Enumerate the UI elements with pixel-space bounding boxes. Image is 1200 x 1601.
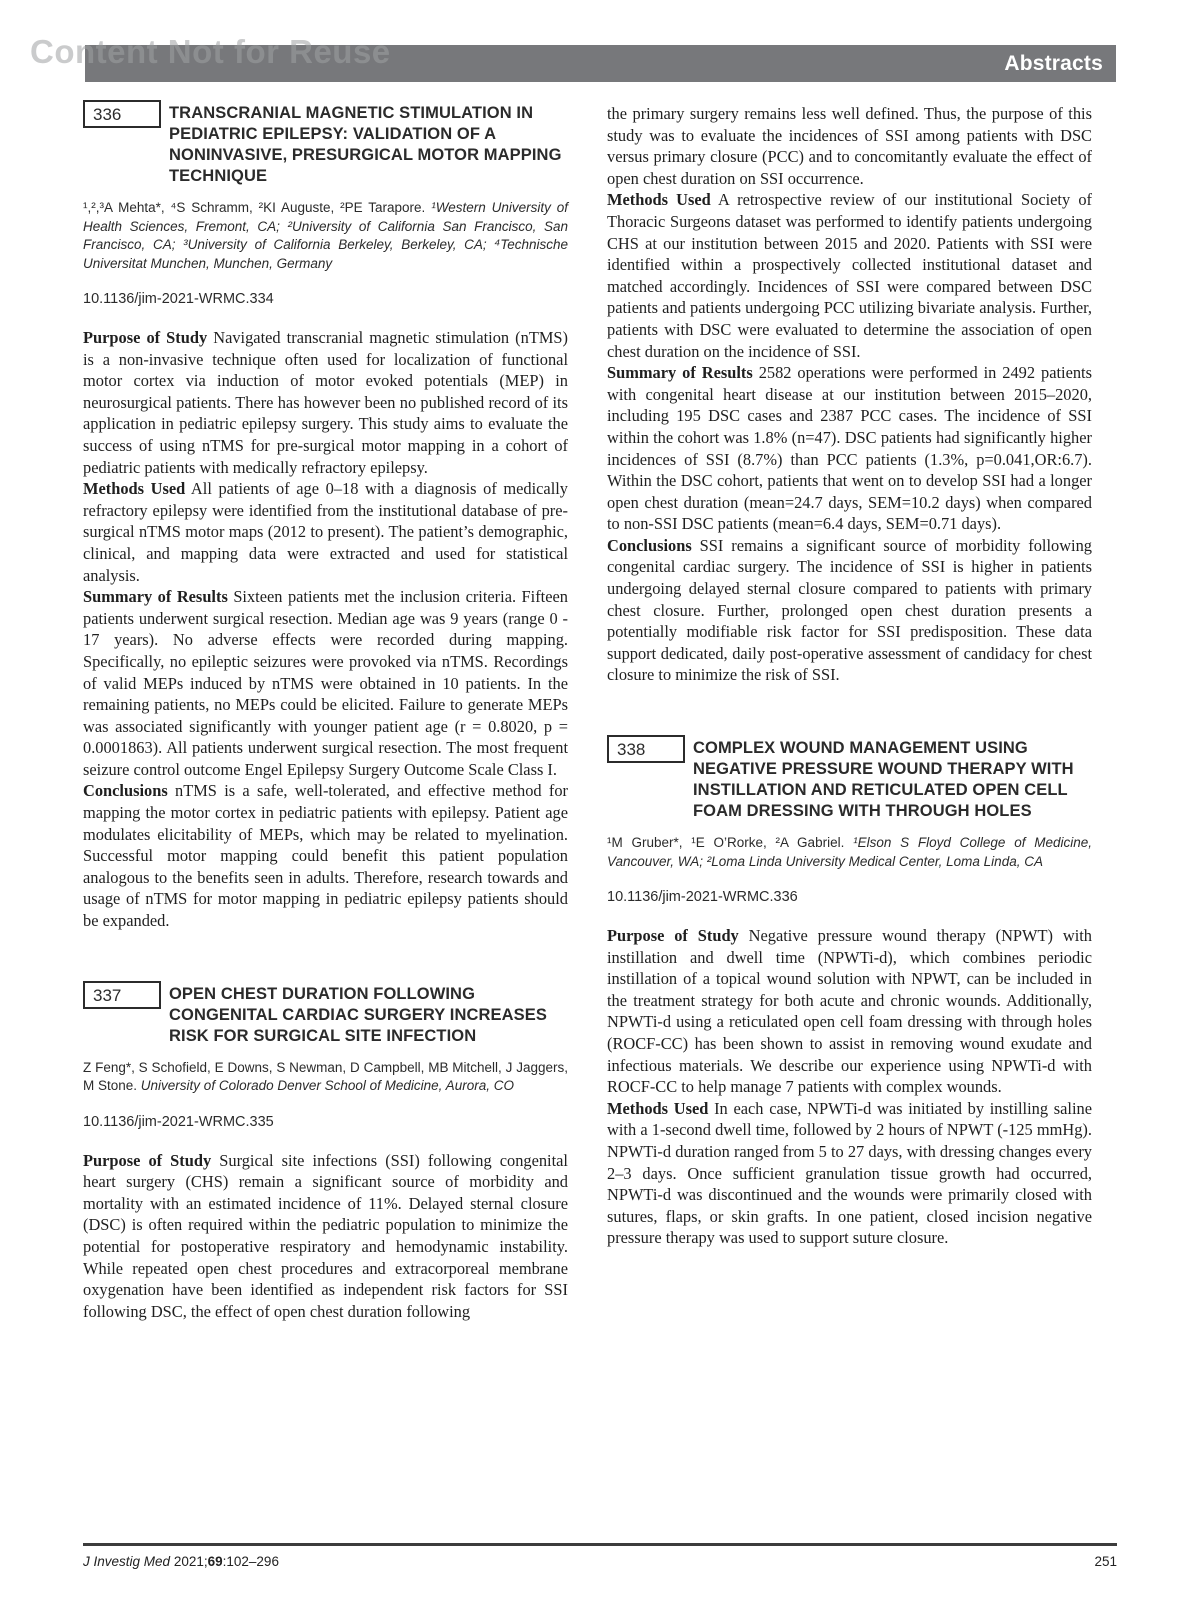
paragraph-text: All patients of age 0–18 with a diagnosis of medically refractory epilepsy were identified from the institutional database of pre-surgical nTMS motor maps (2012 to present). The patient’s demographic, clinical, and mapping data were extracted and used for statistical analysis. — [83, 479, 568, 585]
abstract-336-header — [83, 103, 568, 187]
author-line — [83, 1059, 568, 1096]
paragraph-text: nTMS is a safe, well-tolerated, and effective method for mapping the motor cortex in pediatric patients with epilepsy. Patient age modulates elicitability of MEPs, which may be related to myelination. Successful motor mapping could benefit this patient population analogous to the benefits seen in adults. Therefore, research towards and usage of nTMS for motor mapping in pediatric epilepsy patients should be expanded. — [83, 781, 568, 931]
paragraph-label: Summary of Results — [607, 363, 753, 383]
author-affiliations: University of Colorado Denver School of Medicine, Aurora, CO — [140, 1078, 514, 1094]
abstract-338-header — [607, 738, 1092, 822]
paragraph-label: Purpose of Study — [607, 926, 739, 946]
paragraph-label: Methods Used — [607, 190, 711, 210]
author-affiliations: ¹Western University of Health Sciences, Fremont, CA; ²University of California San Francisco, San Francisco, CA; ³University of California Berkeley, Berkeley, CA; ⁴Technische Universitat Munchen, Munchen, Germany — [83, 200, 568, 271]
paragraph-methods — [607, 189, 1092, 362]
citation-year: 2021; — [173, 1554, 208, 1569]
paragraph-text: In each case, NPWTi-d was initiated by instilling saline with a 1-second dwell time, followed by 2 hours of NPWT (-125 mmHg). NPWTi-d duration ranged from 5 to 27 days, with dressing changes every 2–3 days. Once sufficient granulation tissue growth had occurred, NPWTi-d was discontinued and the wounds were primarily closed with sutures, flaps, or skin grafts. In one patient, closed incision negative pressure therapy was used to support suture closure. — [607, 1098, 1092, 1248]
abstract-title: TRANSCRANIAL MAGNETIC STIMULATION IN PEDIATRIC EPILEPSY: VALIDATION OF A NONINVASIVE, PRESURGICAL MOTOR MAPPING TECHNIQUE — [169, 104, 562, 185]
citation-volume: 69 — [207, 1554, 223, 1569]
abstract-number-box: 336 — [83, 100, 161, 128]
left-column — [83, 103, 568, 1322]
doi-text: 10.1136/jim-2021-WRMC.336 — [607, 889, 798, 906]
paragraph-methods — [607, 1098, 1092, 1249]
paragraph-purpose — [83, 1150, 568, 1323]
paragraph-text: SSI remains a significant source of morbidity following congenital cardiac surgery. The incidence of SSI is higher in patients undergoing delayed sternal closure compared to patients with primary chest closure. Further, prolonged open chest duration presents a potentially modifiable risk factor for SSI predisposition. These data support dedicated, daily post-operative assessment of candidacy for chest closure to minimize the risk of SSI. — [607, 535, 1092, 685]
page-number: 251 — [1094, 1554, 1117, 1569]
paragraph-label: Purpose of Study — [83, 1150, 212, 1170]
two-column-layout — [83, 103, 1092, 1322]
abstract-number-box: 338 — [607, 735, 685, 763]
paragraph-methods — [83, 478, 568, 586]
doi-text: 10.1136/jim-2021-WRMC.334 — [83, 291, 274, 307]
abstract-title: OPEN CHEST DURATION FOLLOWING CONGENITAL CARDIAC SURGERY INCREASES RISK FOR SURGICAL SITE INFECTION — [169, 984, 547, 1045]
doi-text: 10.1136/jim-2021-WRMC.335 — [83, 1113, 274, 1130]
abstract-337 — [83, 984, 568, 1323]
paragraph-purpose — [607, 925, 1092, 1098]
paragraph-label: Methods Used — [607, 1098, 709, 1118]
page-footer — [83, 1543, 1117, 1569]
paragraph-results — [607, 362, 1092, 535]
paragraph-text: Surgical site infections (SSI) following congenital heart surgery (CHS) remain a significant source of morbidity and mortality with an estimated incidence of 11%. Delayed sternal closure (DSC) is often required within the pediatric population to minimize the potential for postoperative respiratory and hemodynamic instability. While repeated open chest procedures and extracorporeal membrane oxygenation have been identified as independent risk factors for SSI following DSC, the effect of open chest duration following — [83, 1150, 568, 1321]
paragraph-label: Purpose of Study — [83, 328, 208, 347]
paragraph-text: 2582 operations were performed in 2492 patients with congenital heart disease at our institution between 2015–2020, including 195 DSC cases and 2387 PCC cases. The incidence of SSI within the cohort was 1.8% (n=47). DSC patients had significantly higher incidences of SSI (8.7%) than PCC patients (1.3%, p=0.041,OR:6.7). Within the DSC cohort, patients that went on to develop SSI had a longer open chest duration (mean=24.7 days, SEM=10.2 days) when compared to non-SSI DSC patients (mean=6.4 days, SEM=0.71 days). — [607, 363, 1092, 534]
author-names: Z Feng*, S Schofield, E Downs, S Newman, D Campbell, MB Mitchell, J Jaggers, M Stone. — [83, 1059, 568, 1094]
right-column — [607, 103, 1092, 1249]
citation-pages: :102–296 — [222, 1554, 279, 1569]
paragraph-results — [83, 586, 568, 780]
paragraph-purpose — [83, 327, 568, 478]
paragraph-label: Conclusions — [607, 535, 692, 555]
paragraph-conclusions — [83, 780, 568, 931]
paragraph-text: Negative pressure wound therapy (NPWT) with instillation and dwell time (NPWTi-d), which combines periodic instillation of a topical wound solution with NPWT, can be included in the treatment strategy for both acute and chronic wounds. Additionally, NPWTi-d using a reticulated open cell foam dressing with through holes (ROCF-CC) has been shown to assist in removing wound exudate and infectious materials. We describe our experience using NPWTi-d with ROCF-CC to help manage 7 patients with complex wounds. — [607, 926, 1092, 1097]
abstract-title: COMPLEX WOUND MANAGEMENT USING NEGATIVE PRESSURE WOUND THERAPY WITH INSTILLATION AND RETICULATED OPEN CELL FOAM DRESSING WITH THROUGH HOLES — [693, 739, 1074, 821]
paragraph-text: A retrospective review of our institutional Society of Thoracic Surgeons dataset was performed to identify patients undergoing CHS at our institution between 2015 and 2020. Patients with SSI were identified within a prospectively collected institutional dataset and matched accordingly. Incidences of SSI were compared between DSC patients and patients undergoing PCC utilizing bivariate analysis. Further, patients with DSC were evaluated to determine the association of open chest duration on the incidence of SSI. — [607, 190, 1092, 361]
abstract-336 — [83, 103, 568, 932]
paragraph-label: Conclusions — [83, 781, 168, 801]
author-line — [607, 834, 1092, 871]
abstract-337-header — [83, 984, 568, 1047]
author-line — [83, 199, 568, 273]
watermark-text: Content Not for Reuse — [30, 33, 391, 70]
paragraph-text: Sixteen patients met the inclusion criteria. Fifteen patients underwent surgical resection. Median age was 9 years (range 0 - 17 years). No adverse effects were recorded during mapping. Specifically, no epileptic seizures were provoked via nTMS. Recordings of valid MEPs induced by nTMS were obtained in 10 patients. In the remaining patients, no MEPs could be elicited. Failure to generate MEPs was associated significantly with younger patient age (r = 0.8020, p = 0.0001863). All patients underwent surgical resection. The most frequent seizure control outcome Engel Epilepsy Surgery Outcome Scale Class I. — [83, 587, 568, 779]
author-names: ¹M Gruber*, ¹E O’Rorke, ²A Gabriel. — [607, 835, 845, 851]
abstract-337-continued — [607, 103, 1092, 686]
paragraph-label: Methods Used — [83, 479, 186, 499]
abstract-338 — [607, 738, 1092, 1249]
author-affiliations: ¹Elson S Floyd College of Medicine, Vancouver, WA; ²Loma Linda University Medical Center, Loma Linda, CA — [607, 835, 1092, 869]
journal-name: J Investig Med — [83, 1554, 171, 1569]
author-names: ¹,²,³A Mehta*, ⁴S Schramm, ²KI Auguste, ²PE Tarapore. — [83, 200, 426, 215]
abstract-number-box: 337 — [83, 981, 161, 1009]
paragraph-label: Summary of Results — [83, 587, 228, 607]
paragraph-conclusions — [607, 535, 1092, 686]
paragraph-text: Navigated transcranial magnetic stimulation (nTMS) is a non-invasive technique often used for localization of functional motor cortex via induction of motor evoked potentials (MEP) in neurosurgical patients. There has however been no published record of its application in pediatric epilepsy surgery. This study aims to evaluate the success of using nTMS for pre-surgical motor mapping in a cohort of pediatric patients with medically refractory epilepsy. — [83, 328, 568, 477]
journal-citation — [83, 1554, 279, 1569]
paragraph-purpose-continued: the primary surgery remains less well defined. Thus, the purpose of this study was to evaluate the incidences of SSI among patients with DSC versus primary closure (PCC) and to concomitantly evaluate the effect of open chest duration on SSI occurrence. — [607, 104, 1092, 188]
page-section-title: Abstracts — [1004, 51, 1103, 75]
